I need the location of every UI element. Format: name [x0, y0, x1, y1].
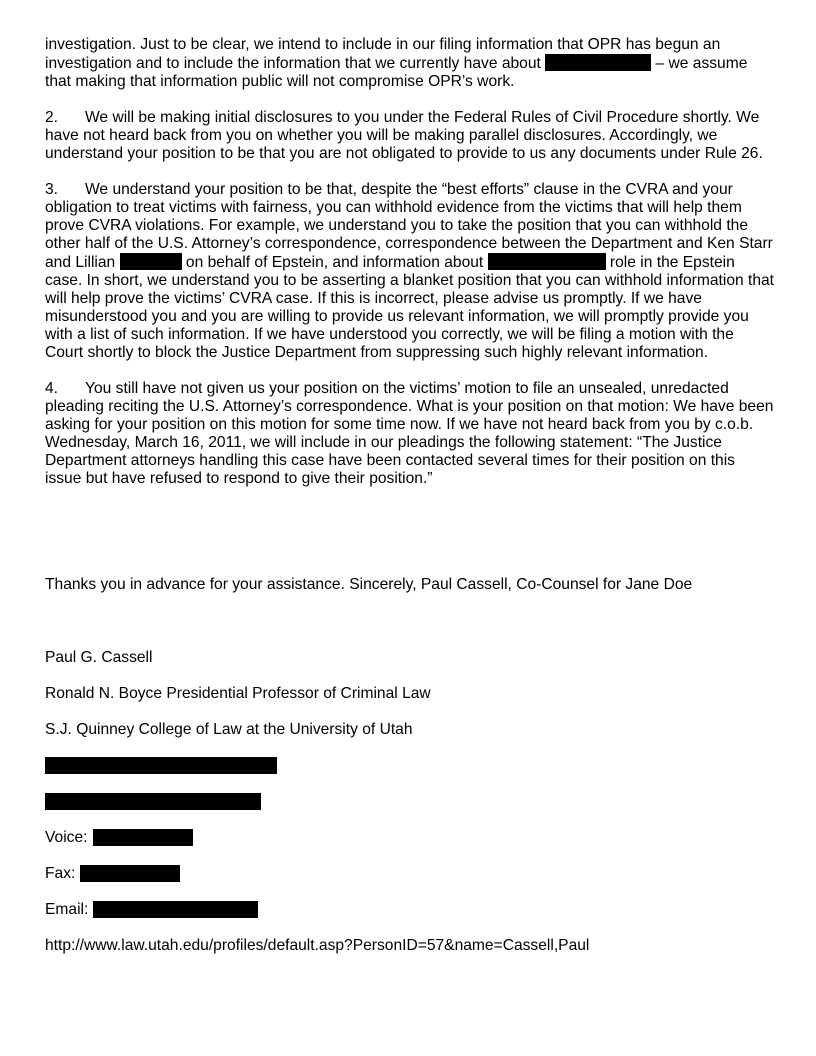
voice-line	[45, 829, 87, 847]
signature-name: Paul G. Cassell	[45, 649, 153, 666]
intro-text-b: – we assume that making that information public will not compromise OPR’s work.	[45, 55, 748, 90]
redaction-box	[45, 793, 261, 810]
signature-school: S.J. Quinney College of Law at the University of Utah	[45, 721, 413, 738]
redaction-box	[545, 54, 651, 71]
closing-line: Thanks you in advance for your assistance. Sincerely, Paul Cassell, Co-Counsel for Jane Doe	[45, 576, 693, 593]
redaction-box	[80, 865, 180, 882]
paragraph-3-text-a: We understand your position to be that, despite the “best efforts” clause in the CVRA and your obligation to treat victims with fairness, you can withhold evidence from the victims that will help them prove CVRA violations. For example, we understand you to take the position that you can withhold the other half of the U.S. Attorney’s correspondence, correspondence between the Department and Ken Starr and Lillian	[45, 181, 773, 271]
profile-url: http://www.law.utah.edu/profiles/default.asp?PersonID=57&name=Cassell,Paul	[45, 937, 590, 954]
fax-line	[45, 865, 75, 883]
redaction-box	[93, 829, 193, 846]
voice-label: Voice:	[45, 829, 88, 846]
paragraph-4	[45, 380, 775, 488]
paragraph-4-text: You still have not given us your position on the victims’ motion to file an unsealed, unredacted pleading reciting the U.S. Attorney’s correspondence. What is your position on that motion: We have been asking for your position on this motion for some time now. If we have not heard back from you by c.o.b. Wednesday, March 16, 2011, we will include in our pleadings the following statement: “The Justice Department attorneys handling this case have been contacted several times for their position on this issue but have refused to respond to give their position.”	[45, 380, 774, 487]
paragraph-3-text-b: on behalf of Epstein, and information about	[181, 254, 488, 271]
fax-label: Fax:	[45, 865, 76, 882]
letter-body	[45, 36, 775, 506]
paragraph-number: 2.	[45, 109, 59, 126]
redaction-box	[45, 757, 277, 774]
paragraph-3-text-c: role in the Epstein case. In short, we understand you to be asserting a blanket position that you can withhold information that will help prove the victims’ CVRA case. If this is incorrect, please advise us promptly. If we have misunderstood you and you are willing to provide us relevant information, we will promptly provide you with a list of such information. If we have understood you correctly, we will be filing a motion with the Court shortly to block the Justice Department from suppressing such highly relevant information.	[45, 254, 775, 361]
paragraph-2-text: We will be making initial disclosures to you under the Federal Rules of Civil Procedure shortly. We have not heard back from you on whether you will be making parallel disclosures. Accordingly, we understand your position to be that you are not obligated to provide to us any documents under Rule 26.	[45, 109, 763, 162]
paragraph-2	[45, 109, 775, 163]
redaction-box	[93, 901, 258, 918]
signature-title: Ronald N. Boyce Presidential Professor of Criminal Law	[45, 685, 431, 702]
email-label: Email:	[45, 901, 89, 918]
paragraph-number: 4.	[45, 380, 59, 397]
intro-paragraph	[45, 36, 775, 91]
paragraph-number: 3.	[45, 181, 59, 198]
redaction-box	[120, 253, 182, 270]
paragraph-3	[45, 181, 775, 362]
email-line	[45, 901, 88, 919]
intro-text-a: investigation. Just to be clear, we intend to include in our filing information that OPR has begun an investigation and to include the information that we currently have about	[45, 36, 721, 72]
redaction-box	[488, 253, 606, 270]
